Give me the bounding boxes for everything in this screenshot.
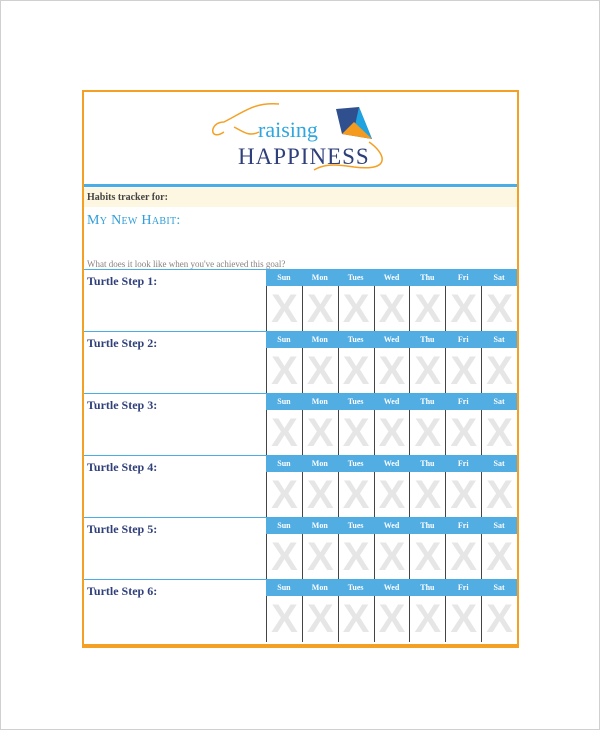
day-checkboxes: [266, 410, 517, 456]
logo-happiness: HAPPINESS: [238, 144, 370, 169]
day-checkbox[interactable]: X: [266, 286, 302, 332]
step-label: Turtle Step 2:: [87, 336, 158, 350]
step-label: Turtle Step 3:: [87, 398, 158, 412]
day-label: Wed: [383, 397, 400, 406]
day-checkbox[interactable]: X: [266, 472, 302, 518]
day-checkbox[interactable]: X: [302, 596, 338, 642]
day-label: Tues: [347, 273, 364, 282]
turtle-step-row: [84, 331, 517, 394]
day-checkbox[interactable]: X: [374, 410, 410, 456]
day-label: Sun: [277, 521, 291, 530]
step-label: Turtle Step 6:: [87, 584, 158, 598]
day-label: Sun: [277, 397, 291, 406]
day-label: Mon: [311, 521, 328, 530]
day-checkbox[interactable]: X: [481, 410, 517, 456]
day-label: Sun: [277, 583, 291, 592]
day-checkbox[interactable]: X: [374, 534, 410, 580]
day-label: Fri: [457, 335, 469, 344]
day-label: Thu: [420, 335, 435, 344]
day-label: Sat: [493, 335, 505, 344]
day-header: [266, 332, 517, 348]
day-label: Sat: [493, 273, 505, 282]
day-checkbox[interactable]: X: [445, 534, 481, 580]
step-label: Turtle Step 4:: [87, 460, 158, 474]
day-label: Mon: [311, 397, 328, 406]
day-checkbox[interactable]: X: [374, 472, 410, 518]
day-label: Wed: [383, 335, 400, 344]
step-label: Turtle Step 5:: [87, 522, 158, 536]
day-label: Fri: [457, 521, 469, 530]
day-label: Thu: [420, 273, 435, 282]
day-checkboxes: [266, 472, 517, 518]
day-checkbox[interactable]: X: [445, 472, 481, 518]
day-label: Thu: [420, 583, 435, 592]
day-label: Wed: [383, 459, 400, 468]
turtle-step-row: [84, 517, 517, 580]
tracker-for-label[interactable]: Habits tracker for:: [84, 188, 517, 207]
day-checkbox[interactable]: X: [409, 534, 445, 580]
day-checkboxes: [266, 534, 517, 580]
day-label: Sun: [277, 459, 291, 468]
day-label: Mon: [311, 583, 328, 592]
step-label: Turtle Step 1:: [87, 274, 158, 288]
day-header: [266, 580, 517, 596]
day-checkbox[interactable]: X: [374, 348, 410, 394]
day-checkbox[interactable]: X: [409, 348, 445, 394]
day-checkbox[interactable]: X: [374, 286, 410, 332]
raising-happiness-logo: [84, 92, 517, 184]
day-header: [266, 394, 517, 410]
day-checkbox[interactable]: X: [409, 472, 445, 518]
day-label: Fri: [457, 459, 469, 468]
day-checkbox[interactable]: X: [302, 286, 338, 332]
day-checkbox[interactable]: X: [445, 596, 481, 642]
day-checkbox[interactable]: X: [374, 596, 410, 642]
day-checkbox[interactable]: X: [302, 348, 338, 394]
goal-question[interactable]: What does it look like when you've achieved this goal?: [87, 259, 286, 269]
day-checkbox[interactable]: X: [445, 348, 481, 394]
day-checkbox[interactable]: X: [266, 410, 302, 456]
day-label: Mon: [311, 459, 328, 468]
day-label: Tues: [347, 459, 364, 468]
day-checkbox[interactable]: X: [266, 596, 302, 642]
divider: [84, 184, 517, 187]
day-label: Tues: [347, 397, 364, 406]
day-checkbox[interactable]: X: [338, 596, 374, 642]
day-checkbox[interactable]: X: [481, 534, 517, 580]
day-checkbox[interactable]: X: [409, 286, 445, 332]
day-checkbox[interactable]: X: [445, 286, 481, 332]
day-label: Sun: [277, 273, 291, 282]
day-checkbox[interactable]: X: [338, 410, 374, 456]
turtle-step-row: [84, 393, 517, 456]
day-checkbox[interactable]: X: [481, 286, 517, 332]
day-label: Sun: [277, 335, 291, 344]
day-checkboxes: [266, 596, 517, 642]
day-checkbox[interactable]: X: [481, 596, 517, 642]
day-label: Sat: [493, 459, 505, 468]
day-checkboxes: [266, 286, 517, 332]
day-label: Sat: [493, 397, 505, 406]
day-label: Tues: [347, 335, 364, 344]
day-checkbox[interactable]: X: [302, 534, 338, 580]
day-label: Wed: [383, 583, 400, 592]
turtle-step-row: [84, 579, 517, 642]
day-label: Mon: [311, 273, 328, 282]
day-label: Tues: [347, 521, 364, 530]
day-label: Thu: [420, 397, 435, 406]
day-label: Sat: [493, 583, 505, 592]
day-label: Fri: [457, 273, 469, 282]
day-checkbox[interactable]: X: [481, 348, 517, 394]
my-new-habit-label[interactable]: My New Habit:: [87, 213, 181, 228]
day-label: Tues: [347, 583, 364, 592]
day-header: [266, 456, 517, 472]
habit-tracker-sheet: [82, 90, 519, 648]
day-checkbox[interactable]: X: [302, 472, 338, 518]
logo-raising: raising: [258, 117, 318, 142]
day-checkbox[interactable]: X: [266, 348, 302, 394]
day-header: [266, 518, 517, 534]
day-checkbox[interactable]: X: [302, 410, 338, 456]
day-label: Mon: [311, 335, 328, 344]
turtle-step-row: [84, 269, 517, 332]
day-label: Wed: [383, 273, 400, 282]
day-label: Thu: [420, 459, 435, 468]
day-label: Sat: [493, 521, 505, 530]
day-header: [266, 270, 517, 286]
day-checkbox[interactable]: X: [266, 534, 302, 580]
day-label: Fri: [457, 397, 469, 406]
day-checkbox[interactable]: X: [338, 348, 374, 394]
day-checkbox[interactable]: X: [445, 410, 481, 456]
day-checkbox[interactable]: X: [409, 410, 445, 456]
day-checkbox[interactable]: X: [338, 286, 374, 332]
day-label: Wed: [383, 521, 400, 530]
day-checkboxes: [266, 348, 517, 394]
day-checkbox[interactable]: X: [338, 534, 374, 580]
day-label: Fri: [457, 583, 469, 592]
day-checkbox[interactable]: X: [409, 596, 445, 642]
day-label: Thu: [420, 521, 435, 530]
day-checkbox[interactable]: X: [481, 472, 517, 518]
day-checkbox[interactable]: X: [338, 472, 374, 518]
turtle-step-row: [84, 455, 517, 518]
